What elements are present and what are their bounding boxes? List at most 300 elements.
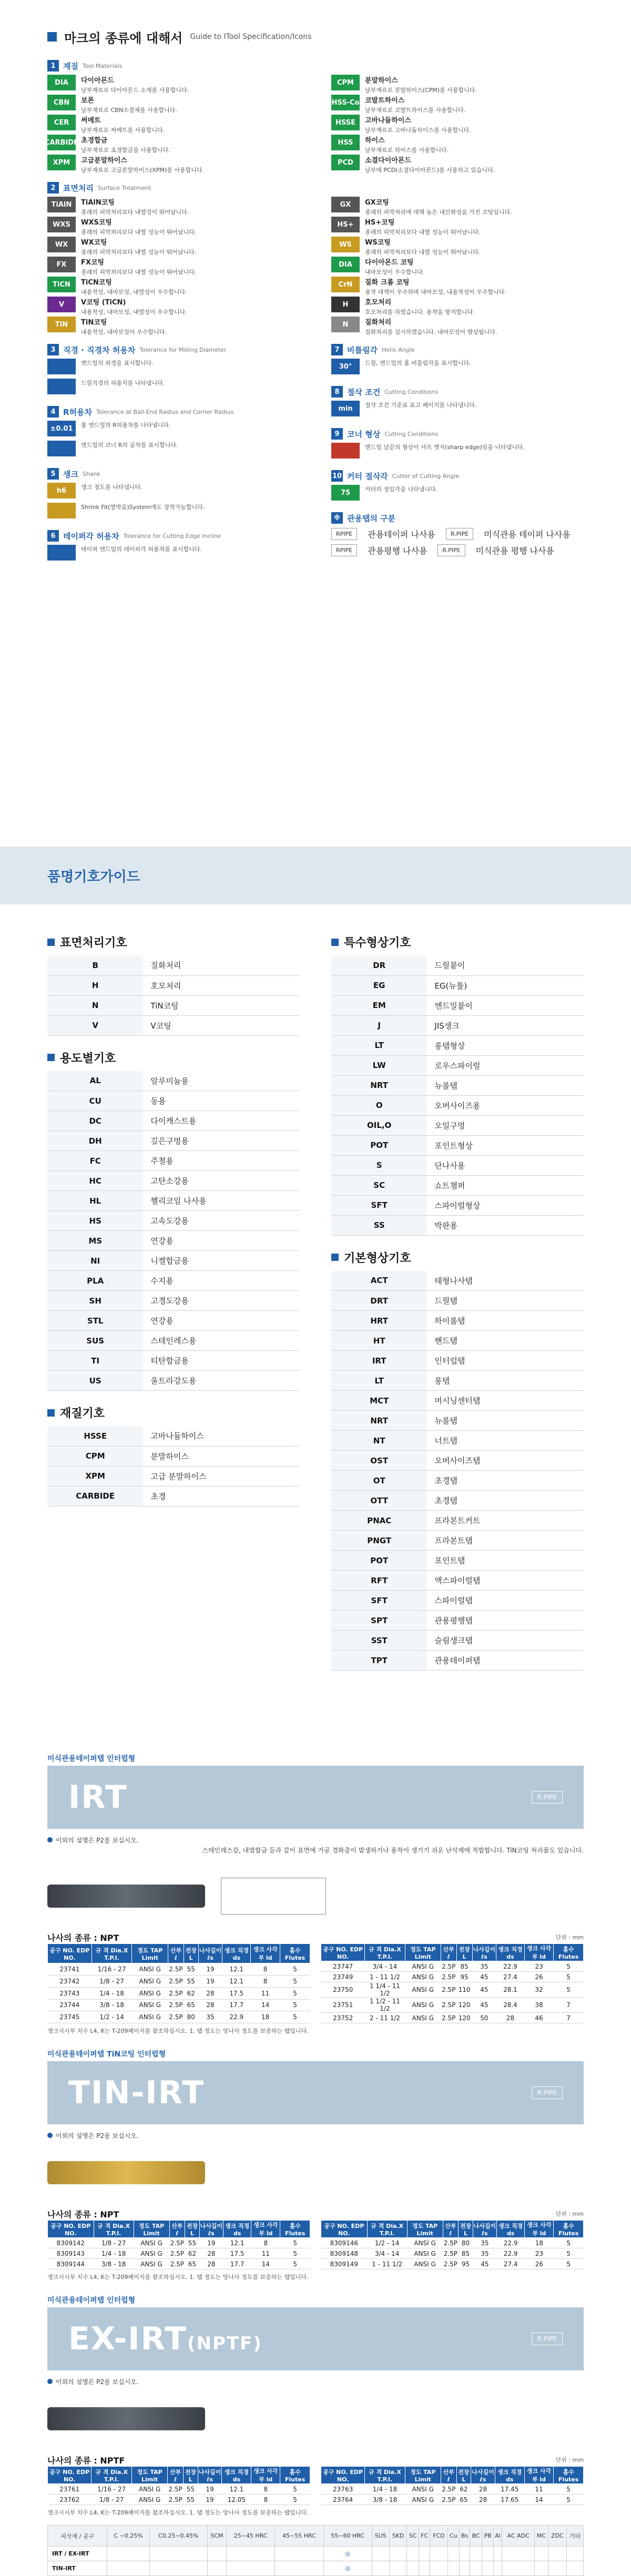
mark-name: 코발트하이스 xyxy=(365,97,405,105)
code-row xyxy=(47,1171,300,1191)
code-value: 쇼트챔퍼 xyxy=(427,1175,584,1195)
group-title: 코너 형상 xyxy=(347,429,381,439)
spec-table xyxy=(47,2466,310,2505)
matrix-header-cell: C0.25~0.45% xyxy=(149,2526,207,2547)
mark-name: 질화 크롬 코팅 xyxy=(365,279,410,287)
matrix-cell xyxy=(407,2561,419,2576)
spec-cell: 1/4 - 18 xyxy=(94,2248,134,2259)
matrix-cell xyxy=(460,2561,470,2576)
tap-image-icon xyxy=(47,2407,205,2430)
mark-description: 내용착성, 내마모성이 우수합니다. xyxy=(81,329,167,335)
code-row xyxy=(331,1391,584,1411)
code-key: HT xyxy=(331,1331,427,1351)
matrix-header-cell: 25~45 HRC xyxy=(226,2526,274,2547)
spec-cell: 45 xyxy=(472,1982,496,1998)
code-key: DR xyxy=(331,955,427,975)
spec-row xyxy=(321,2013,584,2023)
code-row xyxy=(331,1651,584,1671)
group-header xyxy=(47,530,300,542)
pipe-description: 미식관용 테이퍼 나사용 xyxy=(484,530,571,539)
spec-cell: 2.5P xyxy=(441,2494,456,2505)
mark-text xyxy=(81,237,196,256)
matrix-cell xyxy=(430,2561,447,2576)
spec-cell: 1/8 - 27 xyxy=(94,2238,134,2248)
spec-cell: 95 xyxy=(456,1972,472,1982)
product-visual xyxy=(47,2141,584,2204)
mark-icon: 30° xyxy=(331,359,360,374)
mark-text xyxy=(81,503,205,511)
code-row xyxy=(47,975,300,995)
code-value: 너트탭 xyxy=(427,1431,584,1451)
spec-cell: 55 xyxy=(184,2494,198,2505)
product-category: 미식관용테이퍼탭 xyxy=(47,2296,107,2305)
spec-cell: 2.5P xyxy=(441,1982,456,1998)
thread-type: 나사의 종류 : NPT xyxy=(47,2209,119,2219)
spec-cell: 8309143 xyxy=(48,2248,94,2259)
matrix-cell xyxy=(419,2547,430,2561)
spec-cell: 8309146 xyxy=(321,2238,368,2248)
group-title: 재질 xyxy=(63,61,78,71)
spec-header-cell: 전장 L xyxy=(456,2467,471,2484)
spec-cell: 55 xyxy=(184,1976,198,1988)
code-row xyxy=(47,955,300,975)
spec-cell: 2.5P xyxy=(168,1999,184,2011)
code-row xyxy=(331,1431,584,1451)
thread-type-line xyxy=(47,2207,584,2220)
mark-icon: HSS xyxy=(331,135,360,150)
spec-cell: 2.5P xyxy=(443,2248,459,2259)
spec-header-cell: 생크 직경 ds xyxy=(223,2221,251,2238)
code-value: 인터럽탭 xyxy=(427,1351,584,1371)
mark-text xyxy=(81,95,177,114)
matrix-header-cell: SKD xyxy=(389,2526,407,2547)
code-key: LT xyxy=(331,1371,427,1391)
spec-tables xyxy=(47,2220,584,2269)
mark-icon: V xyxy=(47,297,76,312)
spec-cell: 12.1 xyxy=(222,1976,251,1988)
spec-header-row xyxy=(321,2221,584,2238)
mark-text xyxy=(365,401,476,409)
code-key: DH xyxy=(47,1131,143,1151)
spec-row xyxy=(321,2484,584,2494)
group-number-badge: 9 xyxy=(331,428,343,440)
matrix-row xyxy=(48,2561,584,2576)
mark-icon: DIA xyxy=(331,257,360,272)
code-value: 티탄합금용 xyxy=(143,1351,300,1371)
tap-drawing-icon xyxy=(221,1878,326,1915)
matrix-cell xyxy=(482,2561,494,2576)
spec-cell: 2.5P xyxy=(441,2013,456,2023)
code-row xyxy=(47,1111,300,1131)
product-footnote: 생크시시부 치수 L4, K는 T-209페이지를 참조하십시오. 1. 탭 정도는 앙나사 정도를 보증하는 탭입니다. xyxy=(47,2028,309,2034)
group-english-title: Tolerance for Milling Diameter xyxy=(139,346,227,353)
spec-cell: ANSI G xyxy=(134,2259,169,2269)
code-value: 포인트탭 xyxy=(427,1551,584,1571)
mark-text xyxy=(365,237,480,256)
matrix-header-cell: C ~0.25% xyxy=(107,2526,149,2547)
mark-icon: XPM xyxy=(47,155,76,170)
mark-icon: TiN xyxy=(47,317,76,332)
code-value: 로우스파이럴 xyxy=(427,1055,584,1075)
matrix-header-row xyxy=(48,2526,584,2547)
spec-cell: 17.5 xyxy=(223,2248,251,2259)
code-key: HC xyxy=(47,1171,143,1191)
spec-cell: 17.7 xyxy=(223,2259,251,2269)
spec-header-cell: 생크 사각부 ld xyxy=(524,2467,553,2484)
code-value: JIS생크 xyxy=(427,1015,584,1035)
mark-text xyxy=(365,95,465,114)
spec-header-cell: 생크 직경 ds xyxy=(495,2467,524,2484)
spec-cell: ANSI G xyxy=(407,2238,443,2248)
mark-icon: GX xyxy=(331,197,360,212)
spec-cell: 1 - 11 1/2 xyxy=(367,2259,407,2269)
spec-cell: 46 xyxy=(524,2013,553,2023)
code-value: 단나사용 xyxy=(427,1155,584,1175)
group-number-badge: 5 xyxy=(47,468,59,480)
code-value: 호모처리 xyxy=(143,975,300,995)
spec-header-cell: 규 격 Dia.X T.P.I. xyxy=(91,2467,131,2484)
code-row xyxy=(47,1015,300,1035)
pipe-description: 관용평행 나사용 xyxy=(368,546,428,556)
matrix-header-cell: SUS xyxy=(372,2526,389,2547)
mark-text xyxy=(365,217,480,236)
pipe-type-icon: R.PIPE xyxy=(532,2086,563,2099)
code-row xyxy=(47,1271,300,1291)
mark-name: 고바나듐하이스 xyxy=(365,117,411,125)
matrix-cell xyxy=(226,2561,274,2576)
spec-header-cell: 정도 TAP Limit xyxy=(405,2467,441,2484)
pipe-tag-icon: RPIPE xyxy=(331,544,357,556)
code-key: SFT xyxy=(331,1195,427,1215)
mark-icon: CBN xyxy=(47,95,76,110)
mark-text xyxy=(81,483,143,491)
spec-header-cell: 공구 NO. EDP NO. xyxy=(48,1944,92,1963)
tap-image-icon xyxy=(47,1885,205,1908)
code-value: 엔드밀붙이 xyxy=(427,995,584,1015)
code-value: 분말하이스 xyxy=(143,1446,300,1466)
spec-cell: 28 xyxy=(198,1987,222,1999)
code-row xyxy=(47,1331,300,1351)
mark-row xyxy=(47,483,300,503)
spec-cell: 35 xyxy=(473,2238,496,2248)
special-code-title: 특수형상기호 xyxy=(331,934,584,950)
spec-cell: 23743 xyxy=(48,1987,92,1999)
code-row xyxy=(331,1115,584,1135)
spec-table xyxy=(47,2220,310,2269)
spec-cell: 12.1 xyxy=(223,2238,251,2248)
spec-cell: 23741 xyxy=(48,1963,92,1976)
mark-row xyxy=(47,441,300,461)
mark-icon: ±0.01 xyxy=(47,421,76,436)
matrix-header-cell: MC xyxy=(535,2526,548,2547)
spec-row xyxy=(48,2238,310,2248)
spec-header-cell: 규 격 Dia.X T.P.I. xyxy=(91,1944,132,1963)
basic-code-table xyxy=(331,1271,584,1671)
mark-icon: HS+ xyxy=(331,217,360,232)
mark-description: 커터의 절입각을 나타냅니다. xyxy=(365,486,438,493)
code-row xyxy=(331,955,584,975)
mark-icon: HSS-Co xyxy=(331,95,360,110)
spec-cell: 80 xyxy=(459,2238,473,2248)
matrix-cell xyxy=(275,2561,323,2576)
code-value: 슬림생크탭 xyxy=(427,1631,584,1651)
pipe-tag-icon: R.PIPE xyxy=(437,544,465,556)
mark-description: 종래의 피막처리보다 내열성이 뛰어납니다. xyxy=(81,209,189,216)
mark-name: HS+코팅 xyxy=(365,219,395,227)
mark-text xyxy=(81,277,187,296)
mark-description: 테이퍼 엔드밀의 테이퍼각 허용차를 표시합니다. xyxy=(81,546,202,553)
spec-header-cell: 나사길이 ℓs xyxy=(473,2221,496,2238)
mark-description: 날부재료로 코발트하이스를 사용합니다. xyxy=(365,107,466,114)
matrix-header-cell: ZDC xyxy=(548,2526,566,2547)
spec-table xyxy=(321,2466,584,2505)
mark-description: 용착 대책이 우수하며 내마모성, 내용착성이 우수합니다. xyxy=(365,289,506,296)
spec-cell: 35 xyxy=(473,2248,496,2259)
spec-cell: 27.4 xyxy=(496,2259,524,2269)
spec-header-cell: 공구 NO. EDP NO. xyxy=(48,2221,94,2238)
code-value: 스테인레스용 xyxy=(143,1331,300,1351)
spec-cell: ANSI G xyxy=(405,2494,441,2505)
spec-cell: 45 xyxy=(472,1972,496,1982)
mark-icon: HSSE xyxy=(331,115,360,130)
spec-cell: 22.9 xyxy=(496,2248,524,2259)
mark-name: 질화처리 xyxy=(365,319,392,327)
spec-cell: 18 xyxy=(525,2238,554,2248)
code-key: RFT xyxy=(331,1571,427,1591)
matrix-cell xyxy=(207,2561,226,2576)
mark-description: 날부재료로 고바나듐하이스를 사용합니다. xyxy=(365,127,471,134)
code-value: 드릴붙이 xyxy=(427,955,584,975)
code-row xyxy=(331,1491,584,1511)
mark-description: 날부재료로 고급분말하이스(XPM)를 사용합니다. xyxy=(81,167,204,174)
code-row xyxy=(47,1251,300,1271)
code-key: SS xyxy=(331,1215,427,1235)
mark-icon xyxy=(47,545,76,561)
spec-cell: 2 - 11 1/2 xyxy=(365,2013,405,2023)
spec-header-cell: 정도 TAP Limit xyxy=(405,1944,441,1961)
mark-name: TiAlN코팅 xyxy=(81,199,115,207)
thread-type-line xyxy=(47,1931,584,1943)
matrix-header-cell: Al xyxy=(493,2526,502,2547)
spec-header-cell: 규 격 Dia.X T.P.I. xyxy=(365,1944,405,1961)
product-footnote: 생크시시부 치수 L4, K는 T-209페이지를 참조하십시오. 1. 탭 정도는 앙나사 정도를 보증하는 탭입니다. xyxy=(47,2509,309,2516)
mark-icon xyxy=(331,443,360,459)
mark-description: 내용착성, 내마모성, 내열성이 우수합니다. xyxy=(81,289,187,296)
spec-cell: 85 xyxy=(456,1961,472,1972)
spec-cell: 2.5P xyxy=(168,1976,184,1988)
product-note-text: 이외의 설명은 P2를 보십시오. xyxy=(56,2378,139,2386)
spec-row xyxy=(321,2248,584,2259)
spec-header-row xyxy=(48,2467,310,2484)
product-name-sub: (NPTF) xyxy=(187,2333,262,2354)
code-key: CARBIDE xyxy=(47,1486,143,1506)
spec-header-cell: 규 격 Dia.X T.P.I. xyxy=(367,2221,407,2238)
code-key: PNGT xyxy=(331,1531,427,1551)
mark-description: 날부재료로 하이스를 사용합니다. xyxy=(365,147,449,154)
product-name: IRT xyxy=(68,1779,128,1816)
mark-description: 생크 정도를 나타냅니다. xyxy=(81,484,143,491)
spec-cell: 23764 xyxy=(321,2494,365,2505)
code-key: NT xyxy=(331,1431,427,1451)
matrix-header-cell: Cu xyxy=(447,2526,459,2547)
spec-header-cell: 나사길이 ℓs xyxy=(198,2467,222,2484)
basic-code-title: 기본형상기호 xyxy=(331,1249,584,1266)
mark-description: 종래의 피막처리보다 내열 성능이 뛰어납니다. xyxy=(81,269,197,276)
code-row xyxy=(331,1631,584,1651)
spec-cell: 18 xyxy=(251,2011,280,2023)
spec-header-cell: 홈수 Flutes xyxy=(554,2221,584,2238)
mark-name: 다이아몬드 xyxy=(81,77,114,85)
code-value: 헬리코일 나사용 xyxy=(143,1191,300,1211)
square-icon xyxy=(47,1409,55,1417)
thread-type: 나사의 종류 : NPTF xyxy=(47,2455,125,2466)
spec-cell: 5 xyxy=(554,1972,584,1982)
spec-table xyxy=(321,1943,584,2023)
product-category: 미식관용테이퍼탭 xyxy=(47,2050,107,2059)
spec-header-cell: 생크 직경 ds xyxy=(496,2221,524,2238)
code-value: 초경탭 xyxy=(427,1491,584,1511)
mark-description: 드릴, 엔드밀의 홈 비틀림각을 표시합니다. xyxy=(365,360,471,366)
pipe-tag-icon: R.PIPE xyxy=(446,528,473,540)
spec-cell: 11 xyxy=(251,1987,280,1999)
mark-row xyxy=(331,443,584,463)
mark-icon: TiCN xyxy=(47,277,76,292)
code-row xyxy=(47,1211,300,1231)
spec-cell: 45 xyxy=(472,1998,496,2013)
spec-header-cell: 공구 NO. EDP NO. xyxy=(48,2467,91,2484)
code-value: 고바나듐하이스 xyxy=(143,1426,300,1446)
spec-header-cell: 생크 사각부 ld xyxy=(524,1944,553,1961)
surface-code-title: 표면처리기호 xyxy=(47,934,300,950)
spec-cell: 2.5P xyxy=(441,2484,456,2494)
group-title: 절삭 조건 xyxy=(347,387,381,397)
mark-row xyxy=(47,421,300,441)
code-row xyxy=(331,1511,584,1531)
mark-row xyxy=(331,75,584,95)
group-header xyxy=(331,470,584,482)
spec-cell: 28.1 xyxy=(496,1982,525,1998)
code-tables-section xyxy=(0,904,631,1740)
mark-description: 날부재료로 CBN소결체를 사용합니다. xyxy=(81,107,177,114)
mark-text xyxy=(81,441,178,449)
matrix-cell xyxy=(470,2547,482,2561)
code-key: HL xyxy=(47,1191,143,1211)
mark-row xyxy=(47,155,300,175)
mark-row xyxy=(331,401,584,421)
mark-icon: min xyxy=(331,401,360,416)
product-block xyxy=(0,2049,631,2282)
spec-cell: 55 xyxy=(185,2238,199,2248)
group-number-badge: 4 xyxy=(47,406,59,418)
spec-cell: 5 xyxy=(554,2259,584,2269)
matrix-cell xyxy=(107,2547,149,2561)
mark-row xyxy=(47,379,300,399)
code-row xyxy=(47,1426,300,1446)
spec-cell: 110 xyxy=(456,1982,472,1998)
product-block xyxy=(0,1753,631,2036)
code-value: 알루미늄용 xyxy=(143,1071,300,1091)
guide-title: 품명기호가이드 xyxy=(47,869,140,885)
mark-description: Shrink Fit(열박음)System에도 장착가능합니다. xyxy=(81,504,205,511)
spec-cell: 1/8 - 27 xyxy=(91,1976,132,1988)
matrix-header-cell: AC ADC xyxy=(502,2526,535,2547)
spec-cell: 19 xyxy=(199,2238,223,2248)
matrix-cell xyxy=(275,2547,323,2561)
group-title: 커터 절삭각 xyxy=(347,471,388,481)
pipe-description: 미식관용 평행 나사용 xyxy=(475,546,554,556)
matrix-header-cell: PB xyxy=(482,2526,494,2547)
spec-cell: ANSI G xyxy=(405,1972,441,1982)
mark-description: 드릴직경의 허용치를 나타냅니다. xyxy=(81,380,165,386)
mark-text xyxy=(365,359,471,367)
spec-cell: 8309142 xyxy=(48,2238,94,2248)
matrix-cell xyxy=(389,2561,407,2576)
code-key: CPM xyxy=(47,1446,143,1466)
matrix-cell xyxy=(567,2561,584,2576)
code-row xyxy=(331,1591,584,1611)
legend-right-column xyxy=(331,53,584,565)
spec-header-cell: 전장 L xyxy=(184,1944,198,1963)
code-value: 포인트형상 xyxy=(427,1135,584,1155)
product-footnote: 생크시시부 치수 L4, K는 T-209페이지를 참조하십시오. 1. 탭 정도는 앙나사 정도를 보증하는 탭입니다. xyxy=(47,2274,309,2280)
code-row xyxy=(331,1291,584,1311)
code-value: 박판용 xyxy=(427,1215,584,1235)
group-header xyxy=(47,344,300,355)
matrix-cell xyxy=(372,2547,389,2561)
spec-cell: 95 xyxy=(459,2259,473,2269)
spec-header-row xyxy=(321,2467,584,2484)
spec-header-cell: 산부 ℓ xyxy=(168,2467,184,2484)
code-row xyxy=(331,1551,584,1571)
spec-cell: 17.5 xyxy=(222,1987,251,1999)
code-key: OTT xyxy=(331,1491,427,1511)
mark-icon: CrN xyxy=(331,277,360,292)
code-key: OIL,O xyxy=(331,1115,427,1135)
spec-cell: 2.5P xyxy=(168,1963,184,1976)
group-english-title: Surface Treatment xyxy=(97,184,151,191)
group-english-title: Tolerance at Ball-End Radius and Corner Radius xyxy=(96,408,234,415)
spec-cell: 22.9 xyxy=(496,1961,525,1972)
code-value: 고경도강용 xyxy=(143,1291,300,1311)
mark-name: 호모처리 xyxy=(365,299,392,307)
mark-icon: PCD xyxy=(331,155,360,170)
code-key: SPT xyxy=(331,1611,427,1631)
mark-description: 엔드밀의 외경을 표시합니다. xyxy=(81,360,154,366)
mark-icon: h6 xyxy=(47,483,76,498)
mark-text xyxy=(365,485,437,493)
code-key: NRT xyxy=(331,1075,427,1095)
spec-row xyxy=(48,2011,310,2023)
code-row xyxy=(47,995,300,1015)
code-key: J xyxy=(331,1015,427,1035)
spec-cell: 3/4 - 14 xyxy=(367,2248,407,2259)
product-label xyxy=(47,1753,584,1766)
mark-row xyxy=(331,115,584,135)
matrix-cell: ◎ xyxy=(323,2547,372,2561)
spec-header-cell: 나사길이 ℓs xyxy=(198,1944,222,1963)
mark-icon: CER xyxy=(47,115,76,130)
code-row xyxy=(47,1311,300,1331)
mark-description: 질화처리를 실시하였습니다. 내마모성이 향상됩니다. xyxy=(365,329,497,335)
matrix-cell xyxy=(493,2561,502,2576)
spec-cell: 7 xyxy=(554,1998,584,2013)
product-label xyxy=(47,2295,584,2307)
spec-cell: ANSI G xyxy=(405,2013,441,2023)
code-row xyxy=(331,1331,584,1351)
product-category: 미식관용테이퍼탭 xyxy=(47,1755,107,1763)
matrix-cell xyxy=(372,2561,389,2576)
code-key: US xyxy=(47,1371,143,1391)
